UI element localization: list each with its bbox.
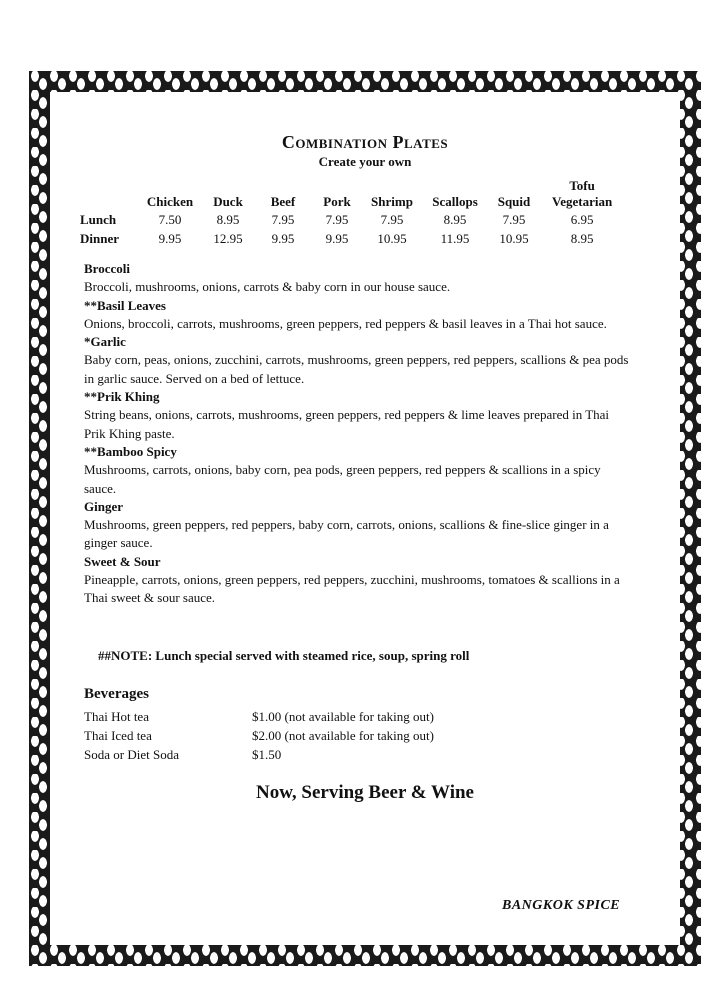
beverage-price: $1.00 (not available for taking out)	[252, 709, 434, 724]
beer-wine-announcement: Now, Serving Beer & Wine	[256, 782, 474, 803]
column-header: Squid	[497, 194, 531, 209]
dish-item	[84, 388, 629, 443]
dish-description: String beans, onions, carrots, mushrooms, green peppers, red peppers & lime leaves prepared in Thai Prik Khing paste.	[84, 407, 610, 441]
price-table-header	[80, 172, 624, 210]
dish-item	[84, 553, 629, 608]
page-subtitle: Create your own	[318, 154, 412, 169]
price-row	[80, 229, 624, 248]
column-header: Beef	[270, 194, 296, 209]
price-cell: 9.95	[271, 231, 295, 246]
dish-description: Broccoli, mushrooms, onions, carrots & baby corn in our house sauce.	[84, 279, 451, 295]
page-title: Combination Plates	[281, 132, 449, 152]
dish-item	[84, 297, 629, 334]
price-cell: 8.95	[443, 212, 467, 227]
dish-name: Broccoli	[84, 261, 130, 276]
beverages-heading: Beverages	[84, 686, 149, 702]
restaurant-logo: BANGKOK SPICE	[502, 898, 621, 913]
price-cell: 8.95	[570, 231, 594, 246]
dish-name: **Basil Leaves	[84, 297, 166, 313]
dish-name: Sweet & Sour	[84, 553, 161, 569]
price-cell: 12.95	[213, 231, 243, 246]
dish-name: Ginger	[84, 498, 123, 514]
dish-item	[84, 333, 629, 388]
price-row	[80, 210, 624, 229]
price-cell: 9.95	[325, 231, 349, 246]
decorative-leaf-border	[29, 71, 701, 966]
row-label: Lunch	[80, 212, 117, 227]
dish-item	[84, 443, 629, 498]
price-cell: 10.95	[377, 231, 407, 246]
menu-page	[50, 92, 680, 945]
dish-name: *Garlic	[84, 334, 126, 350]
price-cell: 6.95	[570, 212, 594, 227]
dish-description: Pineapple, carrots, onions, green peppers, red peppers, zucchini, mushrooms, tomatoes & scallions in a Thai sweet & sour sauce.	[84, 572, 620, 606]
dish-description: Mushrooms, green peppers, red peppers, baby corn, carrots, onions, scallions & fine-slice ginger in a ginger sauce.	[84, 517, 609, 551]
dish-name: **Bamboo Spicy	[84, 443, 177, 459]
corner-cell	[80, 172, 138, 210]
lunch-special-note: ##NOTE: Lunch special served with steamed rice, soup, spring roll	[98, 648, 470, 663]
beverage-price: $1.50	[252, 747, 282, 762]
price-cell: 7.95	[271, 212, 295, 227]
column-header: Duck	[213, 194, 243, 209]
dish-description: Onions, broccoli, carrots, mushrooms, green peppers, red peppers & basil leaves in a Thai hot sauce.	[84, 315, 607, 331]
price-cell: 7.95	[380, 212, 404, 227]
price-cell: 7.50	[158, 212, 182, 227]
dish-description: Baby corn, peas, onions, zucchini, carrots, mushrooms, green peppers, red peppers, scallions & pea pods in garlic sauce. Served on a bed of lettuce.	[84, 352, 629, 386]
column-header: Shrimp	[371, 194, 413, 209]
dish-item	[84, 498, 629, 553]
price-cell: 11.95	[440, 231, 470, 246]
price-cell: 9.95	[158, 231, 182, 246]
beverage-name: Soda or Diet Soda	[84, 747, 179, 762]
beverage-name: Thai Hot tea	[84, 709, 149, 724]
column-header: Pork	[323, 194, 351, 209]
dish-description: Mushrooms, carrots, onions, baby corn, pea pods, green peppers, red peppers & scallions in a spicy sauce.	[84, 462, 601, 496]
price-cell: 7.95	[502, 212, 526, 227]
dish-name: **Prik Khing	[84, 389, 160, 405]
column-header: Chicken	[146, 194, 194, 209]
column-header: Scallops	[432, 194, 478, 209]
dish-item	[84, 260, 629, 297]
price-cell: 8.95	[216, 212, 240, 227]
price-cell: 7.95	[325, 212, 349, 227]
dish-list	[84, 260, 629, 608]
price-cell: 10.95	[499, 231, 529, 246]
row-label: Dinner	[80, 231, 119, 246]
beverage-price: $2.00 (not available for taking out)	[252, 728, 434, 743]
price-table	[80, 172, 624, 248]
beverage-name: Thai Iced tea	[84, 728, 152, 743]
column-header: Tofu Vegetarian	[552, 178, 613, 209]
